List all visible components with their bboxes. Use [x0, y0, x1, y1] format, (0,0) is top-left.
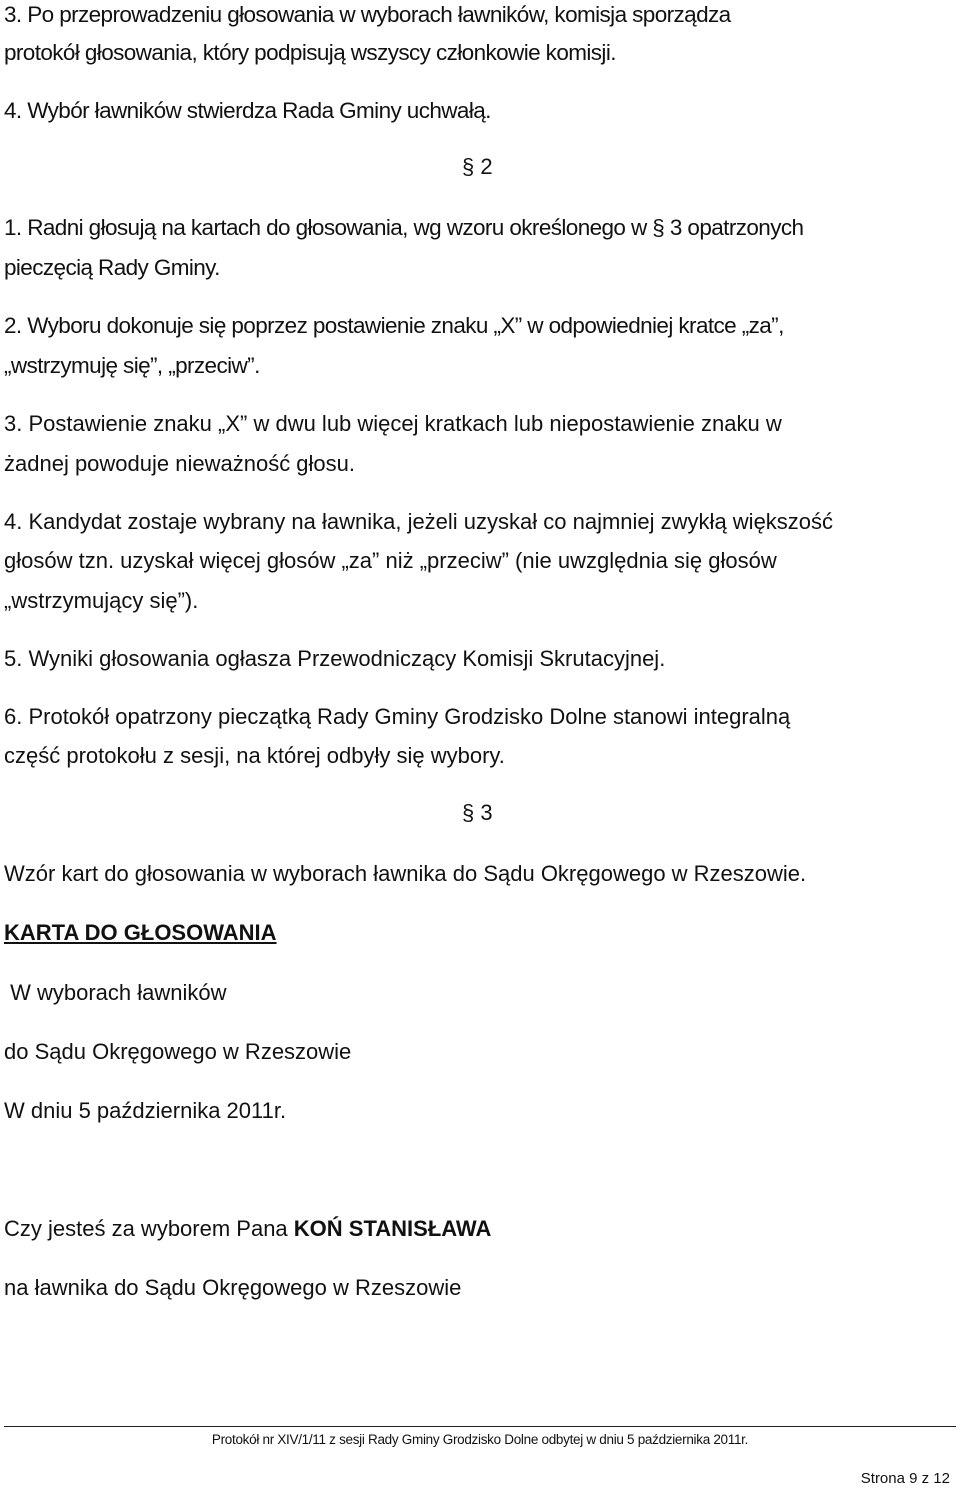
- section-3-heading: § 3: [462, 800, 493, 825]
- s2-item2-line2: „wstrzymuję się”, „przeciw”.: [4, 353, 260, 378]
- paragraph-item4: 4. Wybór ławników stwierdza Rada Gminy uchwałą.: [4, 98, 491, 123]
- ballot-title: KARTA DO GŁOSOWANIA: [4, 920, 277, 945]
- s2-item6-line1: 6. Protokół opatrzony pieczątką Rady Gminy Grodzisko Dolne stanowi integralną: [4, 704, 791, 729]
- s2-item6-line2: część protokołu z sesji, na której odbyły się wybory.: [4, 743, 505, 768]
- paragraph-item3-line1: 3. Po przeprowadzeniu głosowania w wyborach ławników, komisja sporządza: [4, 2, 731, 27]
- ballot-question: [4, 1214, 491, 1244]
- s2-item1-line1: 1. Radni głosują na kartach do głosowania, wg wzoru określonego w § 3 opatrzonych: [4, 215, 804, 240]
- s2-item4-line2: głosów tzn. uzyskał więcej głosów „za” niż „przeciw” (nie uwzględnia się głosów: [4, 548, 777, 573]
- s3-intro: Wzór kart do głosowania w wyborach ławnika do Sądu Okręgowego w Rzeszowie.: [4, 861, 807, 886]
- footer-divider: [4, 1426, 956, 1427]
- ballot-line-elections: W wyborach ławników: [4, 980, 227, 1005]
- ballot-question-line2: na ławnika do Sądu Okręgowego w Rzeszowie: [4, 1275, 462, 1300]
- footer-protocol-text: Protokół nr XIV/1/11 z sesji Rady Gminy Grodzisko Dolne odbytej w dniu 5 października 2011r.: [211, 1432, 749, 1447]
- paragraph-item3-line2: protokół głosowania, który podpisują wszyscy członkowie komisji.: [4, 40, 616, 65]
- page-number: Strona 9 z 12: [860, 1470, 950, 1487]
- candidate-name: KOŃ STANISŁAWA: [293, 1216, 492, 1241]
- s2-item3-line2: żadnej powoduje nieważność głosu.: [4, 451, 356, 476]
- s2-item4-line1: 4. Kandydat zostaje wybrany na ławnika, jeżeli uzyskał co najmniej zwykłą większość: [4, 509, 834, 534]
- s2-item4-line3: „wstrzymujący się”).: [4, 588, 199, 613]
- ballot-line-court: do Sądu Okręgowego w Rzeszowie: [4, 1039, 352, 1064]
- ballot-line-date: W dniu 5 października 2011r.: [4, 1098, 287, 1123]
- ballot-question-prefix: Czy jesteś za wyborem Pana: [4, 1216, 294, 1241]
- s2-item5: 5. Wyniki głosowania ogłasza Przewodniczący Komisji Skrutacyjnej.: [4, 646, 666, 671]
- s2-item3-line1: 3. Postawienie znaku „X” w dwu lub więcej kratkach lub niepostawienie znaku w: [4, 411, 782, 436]
- s2-item2-line1: 2. Wyboru dokonuje się poprzez postawienie znaku „X” w odpowiedniej kratce „za”,: [4, 313, 784, 338]
- section-2-heading: § 2: [462, 154, 493, 179]
- s2-item1-line2: pieczęcią Rady Gminy.: [4, 255, 220, 280]
